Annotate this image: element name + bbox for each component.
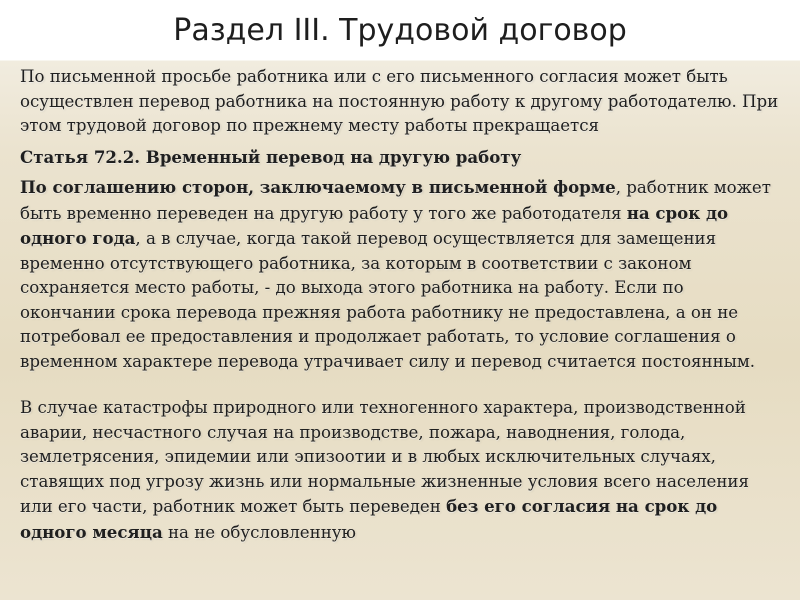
text-fragment: на не обусловленную (162, 522, 356, 542)
article-heading: Статья 72.2. Временный перевод на другую работу (20, 146, 522, 167)
bold-fragment: без его согласия на срок до одного месяца (20, 496, 718, 542)
paragraph-emergency-transfer (20, 396, 780, 545)
text-fragment: В случае катастрофы природного или техногенного характера, производственной аварии, несчастного случая на производстве, пожара, наводнения, голода, землетрясения, эпидемии или эпизоотии и в любых исключительных случаях, ставящих под угрозу жизнь или нормальные жизненные условия всего населения или его части, работник может быть переведен (20, 398, 749, 516)
paragraph-permanent-transfer: По письменной просьбе работника или с его письменного согласия может быть осуществлен перевод работника на постоянную работу к другому работодателю. При этом трудовой договор по прежнему месту работы прекращается (20, 67, 779, 135)
slide-title: Раздел III. Трудовой договор (173, 13, 627, 48)
text-fragment: , работник может быть временно переведен на другую работу у того же работодателя (20, 178, 771, 223)
bold-fragment: на срок до одного года (20, 202, 729, 248)
slide-body (20, 65, 780, 545)
text-fragment: , а в случае, когда такой перевод осуществляется для замещения временно отсутствующего работника, за которым в соответствии с законом сохраняется место работы, - до выхода этого работника на работу. Если по окончании срока перевода прежняя работа работнику не предоставлена, а он не потребовал ее предоставления и продолжает работать, то условие соглашения о временном характере перевода утрачивает силу и перевод считается постоянным. (20, 229, 756, 371)
bold-fragment: По соглашению сторон, заключаемому в письменной форме (20, 177, 616, 197)
paragraph-temporary-transfer (20, 175, 780, 374)
